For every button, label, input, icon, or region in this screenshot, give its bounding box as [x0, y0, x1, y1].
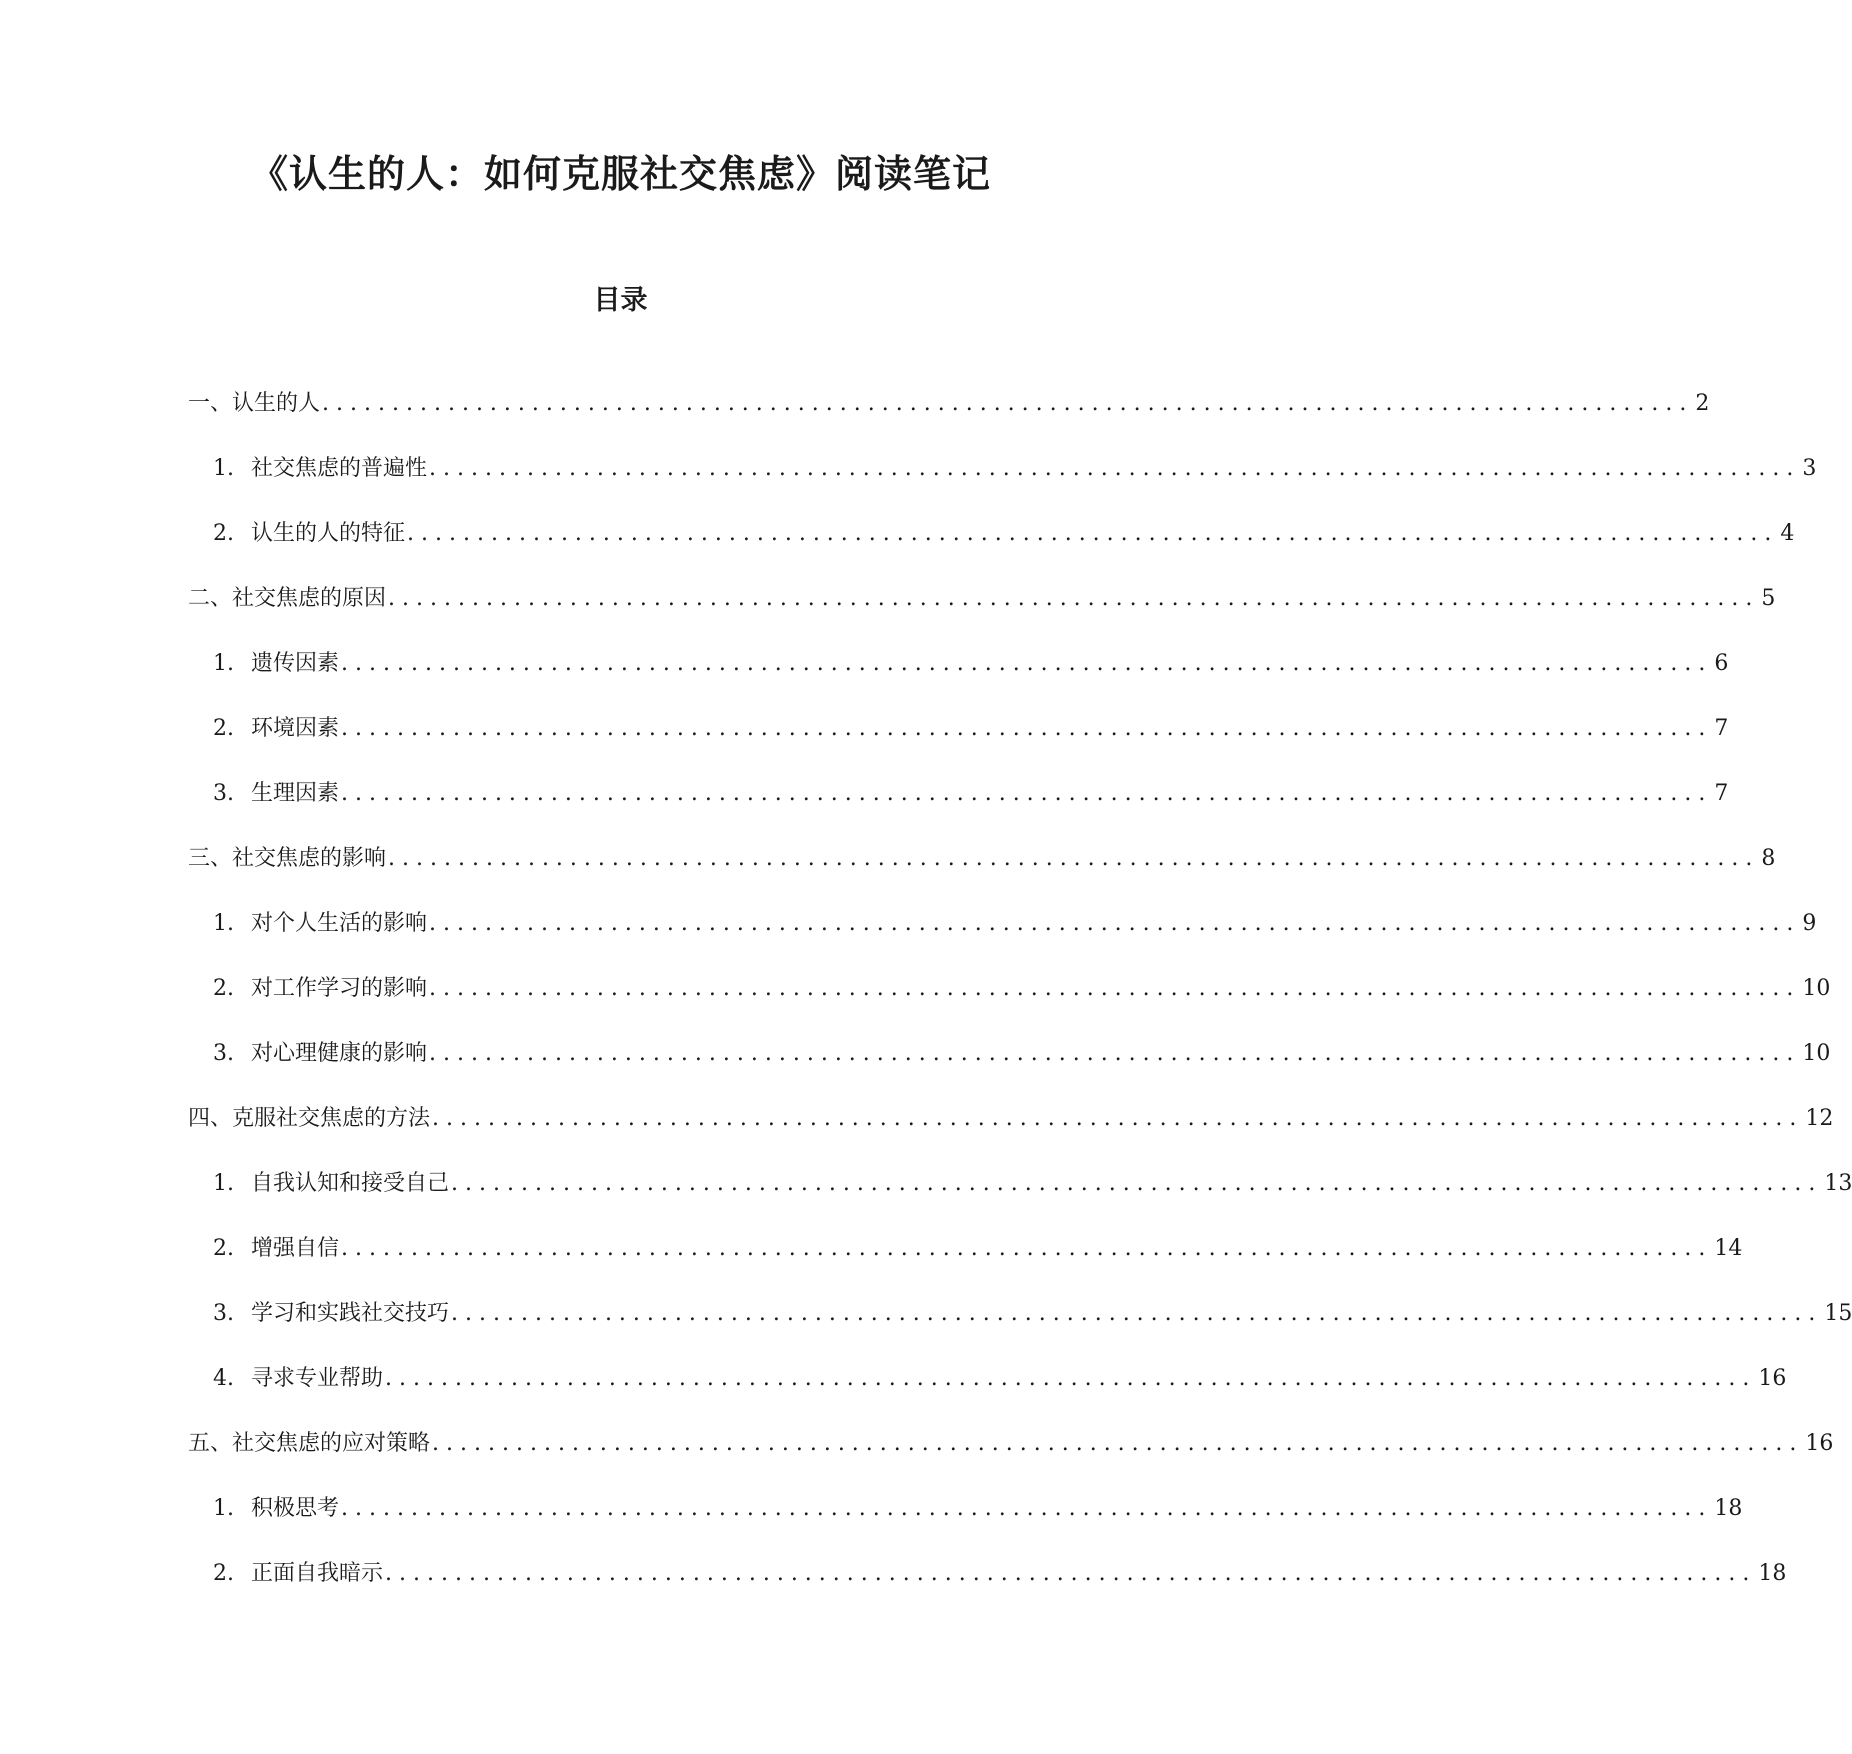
toc-entry-label: 对工作学习的影响: [251, 976, 428, 1001]
toc-dot-leader: ..................................................................................................: [432, 1106, 1804, 1131]
toc-dot-leader: ..................................................................................................: [341, 1236, 1713, 1261]
toc-entry-label: 社交焦虑的普遍性: [251, 456, 428, 481]
toc-entry-number: 2.: [213, 1561, 234, 1586]
toc-entry-label: 一、认生的人: [188, 391, 321, 416]
toc-dot-leader: ..................................................................................................: [451, 1171, 1823, 1196]
toc-entry-label: 增强自信: [251, 1236, 340, 1261]
toc-entry-label: 二、社交焦虑的原因: [188, 586, 387, 611]
toc-entry-page: 18: [1758, 1561, 1787, 1586]
toc-entry-label: 环境因素: [251, 716, 340, 741]
toc-entry-number: 3.: [213, 781, 234, 806]
toc-entry-page: 8: [1761, 846, 1776, 871]
toc-entry-label: 学习和实践社交技巧: [251, 1301, 450, 1326]
document-title: 《认生的人：如何克服社交焦虑》阅读笔记: [249, 152, 991, 196]
toc-entry-label: 正面自我暗示: [251, 1561, 384, 1586]
toc-entry-number: 1.: [213, 911, 234, 936]
toc-entry-subsection-2-2[interactable]: [213, 709, 1729, 774]
toc-dot-leader: ..................................................................................................: [407, 521, 1779, 546]
toc-entry-page: 2: [1695, 391, 1710, 416]
toc-entry-subsection-3-3[interactable]: [213, 1034, 1831, 1099]
toc-entry-subsection-4-2[interactable]: [213, 1229, 1743, 1294]
toc-entry-label: 寻求专业帮助: [251, 1366, 384, 1391]
toc-entry-section-2[interactable]: [188, 579, 1776, 644]
toc-heading: 目录: [593, 285, 648, 316]
toc-entry-section-4[interactable]: [188, 1099, 1834, 1164]
toc-entry-subsection-5-2[interactable]: [213, 1554, 1787, 1619]
toc-entry-page: 7: [1714, 781, 1729, 806]
toc-entry-page: 5: [1761, 586, 1776, 611]
toc-dot-leader: ..................................................................................................: [341, 716, 1713, 741]
toc-entry-page: 7: [1714, 716, 1729, 741]
toc-dot-leader: ..................................................................................................: [451, 1301, 1823, 1326]
toc-entry-label: 三、社交焦虑的影响: [188, 846, 387, 871]
toc-entry-label: 积极思考: [251, 1496, 340, 1521]
toc-entry-section-3[interactable]: [188, 839, 1776, 904]
toc-entry-page: 4: [1780, 521, 1795, 546]
toc-entry-page: 18: [1714, 1496, 1743, 1521]
toc-entry-page: 16: [1758, 1366, 1787, 1391]
toc-entry-page: 15: [1824, 1301, 1852, 1326]
toc-entry-label: 认生的人的特征: [251, 521, 406, 546]
toc-entry-subsection-3-1[interactable]: [213, 904, 1817, 969]
table-of-contents: [0, 384, 1852, 1619]
toc-entry-page: 12: [1805, 1106, 1834, 1131]
toc-entry-page: 9: [1802, 911, 1817, 936]
toc-entry-number: 3.: [213, 1041, 234, 1066]
toc-dot-leader: ..................................................................................................: [429, 911, 1801, 936]
toc-entry-number: 2.: [213, 1236, 234, 1261]
toc-dot-leader: ..................................................................................................: [385, 1561, 1757, 1586]
toc-entry-page: 10: [1802, 1041, 1831, 1066]
toc-entry-number: 4.: [213, 1366, 234, 1391]
toc-entry-page: 3: [1802, 456, 1817, 481]
toc-entry-label: 对个人生活的影响: [251, 911, 428, 936]
toc-entry-page: 13: [1824, 1171, 1852, 1196]
toc-dot-leader: ..................................................................................................: [388, 586, 1760, 611]
toc-dot-leader: ..................................................................................................: [385, 1366, 1757, 1391]
toc-entry-section-5[interactable]: [188, 1424, 1834, 1489]
toc-entry-subsection-4-3[interactable]: [213, 1294, 1852, 1359]
toc-entry-number: 2.: [213, 521, 234, 546]
toc-dot-leader: ..................................................................................................: [429, 1041, 1801, 1066]
toc-entry-subsection-1-1[interactable]: [213, 449, 1817, 514]
toc-entry-number: 1.: [213, 456, 234, 481]
toc-entry-number: 2.: [213, 716, 234, 741]
toc-dot-leader: ..................................................................................................: [429, 976, 1801, 1001]
toc-dot-leader: ..................................................................................................: [341, 781, 1713, 806]
toc-dot-leader: ..................................................................................................: [341, 651, 1713, 676]
toc-entry-label: 五、社交焦虑的应对策略: [188, 1431, 431, 1456]
toc-entry-page: 6: [1714, 651, 1729, 676]
toc-entry-label: 生理因素: [251, 781, 340, 806]
toc-entry-number: 1.: [213, 1496, 234, 1521]
toc-entry-number: 3.: [213, 1301, 234, 1326]
toc-entry-subsection-3-2[interactable]: [213, 969, 1831, 1034]
toc-entry-label: 对心理健康的影响: [251, 1041, 428, 1066]
toc-entry-label: 遗传因素: [251, 651, 340, 676]
toc-entry-subsection-4-4[interactable]: [213, 1359, 1787, 1424]
toc-entry-number: 1.: [213, 651, 234, 676]
toc-dot-leader: ..................................................................................................: [322, 391, 1694, 416]
toc-entry-subsection-4-1[interactable]: [213, 1164, 1852, 1229]
toc-entry-page: 14: [1714, 1236, 1743, 1261]
toc-entry-label: 四、克服社交焦虑的方法: [188, 1106, 431, 1131]
toc-dot-leader: ..................................................................................................: [432, 1431, 1804, 1456]
toc-entry-subsection-5-1[interactable]: [213, 1489, 1743, 1554]
toc-dot-leader: ..................................................................................................: [388, 846, 1760, 871]
toc-entry-section-1[interactable]: [188, 384, 1710, 449]
toc-entry-number: 1.: [213, 1171, 234, 1196]
toc-dot-leader: ..................................................................................................: [429, 456, 1801, 481]
toc-entry-number: 2.: [213, 976, 234, 1001]
toc-entry-subsection-1-2[interactable]: [213, 514, 1795, 579]
toc-entry-label: 自我认知和接受自己: [251, 1171, 450, 1196]
toc-dot-leader: ..................................................................................................: [341, 1496, 1713, 1521]
toc-entry-page: 16: [1805, 1431, 1834, 1456]
toc-entry-subsection-2-3[interactable]: [213, 774, 1729, 839]
toc-entry-subsection-2-1[interactable]: [213, 644, 1729, 709]
toc-entry-page: 10: [1802, 976, 1831, 1001]
